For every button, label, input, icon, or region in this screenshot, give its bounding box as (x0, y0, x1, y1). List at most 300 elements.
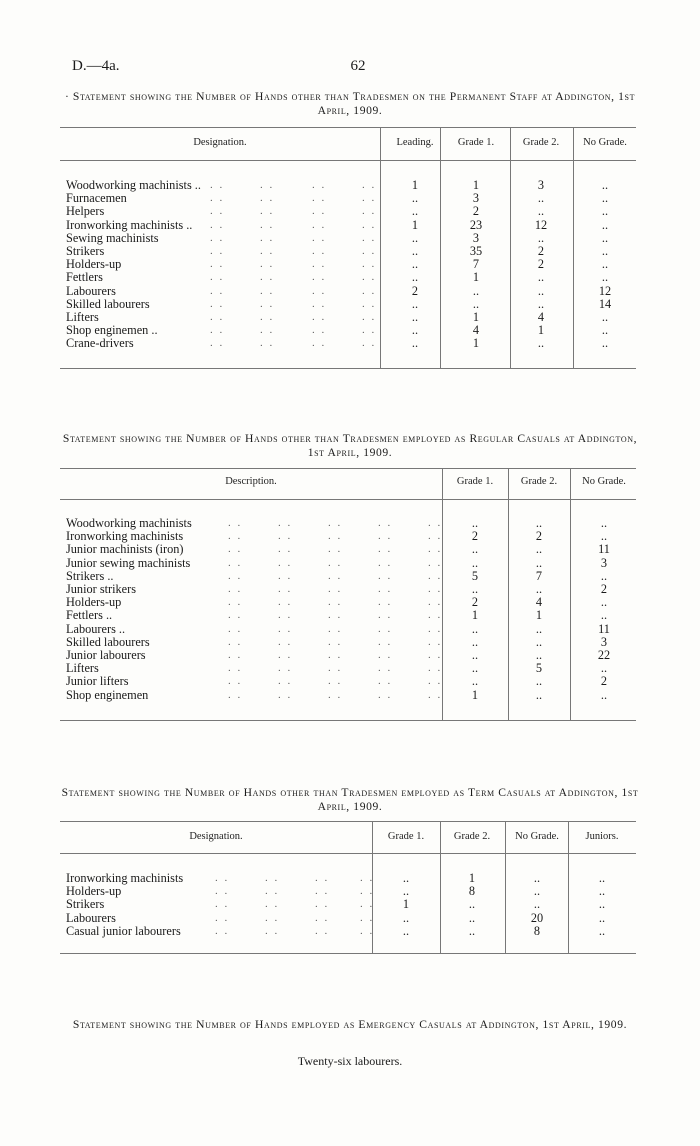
table-cell: 11 (598, 542, 610, 557)
leader-dots: . . (278, 517, 293, 529)
leader-dots: . . (215, 898, 230, 911)
table-top-rule (60, 468, 636, 469)
leader-dots: . . (265, 885, 280, 898)
table-cell: 2 (471, 595, 479, 610)
table-cell: .. (472, 283, 480, 298)
leader-dots: . . (378, 609, 393, 622)
table-cell: .. (471, 634, 479, 649)
table-cell: 1 (537, 323, 545, 338)
table-cell: 8 (468, 884, 476, 899)
table-cell: .. (471, 674, 479, 689)
leader-dots: . . (328, 662, 343, 675)
table-row (0, 337, 700, 350)
table-cell: .. (601, 217, 609, 232)
table-cell: .. (411, 230, 419, 245)
table-row (0, 298, 700, 311)
leader-dots: . . (228, 649, 243, 661)
table-cell: 4 (537, 310, 545, 324)
table-cell: .. (537, 336, 545, 351)
leader-dots: . . (215, 885, 230, 898)
row-label: Skilled labourers (66, 634, 150, 649)
table-cell: .. (472, 296, 480, 311)
leader-dots: . . (378, 530, 393, 543)
table-cell: .. (600, 608, 608, 623)
table-cell: 1 (472, 336, 480, 351)
leader-dots: . . (278, 662, 293, 675)
leader-dots: . . (328, 675, 343, 688)
leader-dots: . . (260, 284, 275, 297)
table-cell: .. (601, 230, 609, 245)
leader-dots: . . (278, 622, 293, 635)
table-cell: 4 (535, 595, 543, 610)
table-row (0, 245, 700, 258)
table-cell: 1 (472, 310, 480, 324)
table-cell: .. (535, 516, 543, 530)
table-cell: .. (411, 257, 419, 272)
table-cell: 1 (411, 178, 419, 192)
table-row (0, 543, 700, 556)
table-cell: .. (537, 230, 545, 245)
table-row (0, 530, 700, 543)
table-cell: .. (411, 336, 419, 351)
table-cell: .. (402, 871, 410, 885)
table-cell: 2 (537, 257, 545, 272)
row-label: Skilled labourers (66, 296, 150, 311)
leader-dots: . . (228, 569, 243, 582)
leader-dots: . . (428, 569, 443, 582)
leader-dots: . . (312, 297, 327, 310)
table-cell: 8 (533, 923, 541, 938)
leader-dots: . . (315, 911, 330, 924)
table-row (0, 205, 700, 218)
leader-dots: . . (278, 530, 293, 543)
table-row (0, 912, 700, 925)
row-label: Lifters (66, 310, 99, 324)
leader-dots: . . (315, 924, 330, 937)
leader-dots: . . (228, 635, 243, 648)
table-cell: 3 (600, 555, 608, 570)
leader-dots: . . (378, 543, 393, 556)
table-cell: .. (601, 270, 609, 285)
table-cell: .. (411, 323, 419, 338)
leader-dots: . . (260, 205, 275, 218)
table-cell: 1 (471, 687, 479, 702)
row-label: Holders-up (66, 595, 122, 610)
table-row (0, 583, 700, 596)
table-cell: 2 (471, 529, 479, 544)
leader-dots: . . (378, 583, 393, 595)
emergency-title: Statement showing the Number of Hands employed as Emergency Casuals at Addington, 1st April, 1909. (72, 1018, 628, 1031)
leader-dots: . . (278, 569, 293, 582)
leader-dots: . . (228, 543, 243, 556)
table-cell: 2 (535, 529, 543, 544)
table-cell: .. (601, 336, 609, 351)
table-cell: 1 (472, 178, 480, 192)
table-cell: .. (600, 516, 608, 530)
leader-dots: . . (362, 258, 377, 271)
leader-dots: . . (210, 258, 225, 271)
leader-dots: . . (278, 649, 293, 661)
leader-dots: . . (328, 530, 343, 543)
leader-dots: . . (260, 311, 275, 323)
leader-dots: . . (228, 662, 243, 675)
row-label: Junior strikers (66, 582, 137, 596)
leader-dots: . . (362, 218, 377, 231)
leader-dots: . . (210, 179, 225, 191)
table-cell: .. (468, 897, 476, 912)
leader-dots: . . (362, 231, 377, 244)
table-row (0, 219, 700, 232)
table-row (0, 636, 700, 649)
table-cell: .. (535, 621, 543, 636)
leader-dots: . . (315, 885, 330, 898)
leader-dots: . . (428, 675, 443, 688)
table-cell: .. (533, 871, 541, 885)
emergency-note: Twenty-six labourers. (297, 1054, 403, 1068)
table-row (0, 258, 700, 271)
table-cell: 1 (472, 270, 480, 285)
leader-dots: . . (360, 885, 375, 898)
table-cell: 3 (600, 634, 608, 649)
leader-dots: . . (312, 337, 327, 350)
row-label: Labourers (66, 910, 116, 925)
table-cell: .. (535, 634, 543, 649)
leader-dots: . . (260, 245, 275, 257)
table-cell: .. (468, 923, 476, 938)
table-cell: 1 (411, 217, 419, 232)
leader-dots: . . (328, 543, 343, 556)
table-cell: .. (535, 648, 543, 662)
table-cell: .. (468, 910, 476, 925)
leader-dots: . . (278, 635, 293, 648)
leader-dots: . . (378, 517, 393, 529)
table-cell: .. (537, 283, 545, 298)
row-label: Casual junior labourers (66, 923, 181, 938)
table-title: · Statement showing the Number of Hands other than Tradesmen on the Permanent Staff at Addington, 1st April, 1909. (64, 90, 636, 117)
leader-dots: . . (315, 898, 330, 911)
table-cell: 2 (472, 204, 480, 219)
table-cell: .. (601, 178, 609, 192)
table-row (0, 557, 700, 570)
table-cell: 3 (472, 230, 480, 245)
leader-dots: . . (265, 924, 280, 937)
column-header: No Grade. (515, 831, 559, 842)
row-label: Junior machinists (iron) (66, 542, 184, 557)
leader-dots: . . (210, 245, 225, 257)
leader-dots: . . (428, 556, 443, 569)
leader-dots: . . (265, 898, 280, 911)
table-row (0, 179, 700, 192)
table-cell: .. (411, 204, 419, 219)
leader-dots: . . (210, 337, 225, 350)
leader-dots: . . (328, 556, 343, 569)
leader-dots: . . (360, 898, 375, 911)
table-cell: .. (601, 244, 609, 258)
table-cell: 12 (534, 217, 548, 232)
leader-dots: . . (260, 324, 275, 337)
leader-dots: . . (278, 596, 293, 609)
table-row (0, 311, 700, 324)
leader-dots: . . (278, 583, 293, 595)
table-cell: 7 (535, 568, 543, 583)
table-cell: 5 (471, 568, 479, 583)
leader-dots: . . (428, 662, 443, 675)
table-row (0, 192, 700, 205)
table-cell: .. (598, 897, 606, 912)
table-cell: .. (600, 595, 608, 610)
leader-dots: . . (362, 205, 377, 218)
table-cell: .. (411, 310, 419, 324)
table-cell: .. (471, 555, 479, 570)
leader-dots: . . (278, 543, 293, 556)
table-cell: 3 (537, 178, 545, 192)
leader-dots: . . (260, 192, 275, 205)
leader-dots: . . (360, 911, 375, 924)
table-cell: .. (601, 323, 609, 338)
table-cell: .. (535, 582, 543, 596)
leader-dots: . . (360, 872, 375, 884)
table-cell: .. (600, 661, 608, 676)
leader-dots: . . (210, 231, 225, 244)
leader-dots: . . (362, 192, 377, 205)
table-cell: .. (471, 582, 479, 596)
leader-dots: . . (312, 284, 327, 297)
leader-dots: . . (228, 688, 243, 701)
leader-dots: . . (362, 245, 377, 257)
leader-dots: . . (278, 688, 293, 701)
leader-dots: . . (278, 609, 293, 622)
table-cell: .. (411, 270, 419, 285)
row-label: Woodworking machinists .. (66, 178, 201, 192)
leader-dots: . . (260, 258, 275, 271)
row-label: Junior lifters (66, 674, 129, 689)
row-label: Fettlers .. (66, 608, 113, 623)
table-cell: .. (537, 191, 545, 206)
leader-dots: . . (228, 530, 243, 543)
column-header: Grade 1. (457, 137, 495, 148)
table-cell: .. (598, 923, 606, 938)
table-cell: 5 (535, 661, 543, 676)
table-row (0, 675, 700, 688)
table-cell: .. (598, 884, 606, 899)
leader-dots: . . (378, 662, 393, 675)
leader-dots: . . (260, 337, 275, 350)
row-label: Labourers (66, 283, 116, 298)
table-cell: .. (533, 884, 541, 899)
leader-dots: . . (210, 324, 225, 337)
leader-dots: . . (260, 218, 275, 231)
column-header: Grade 1. (387, 831, 425, 842)
leader-dots: . . (428, 622, 443, 635)
table-cell: 22 (597, 648, 611, 662)
leader-dots: . . (312, 231, 327, 244)
leader-dots: . . (328, 688, 343, 701)
table-row (0, 609, 700, 622)
table-cell: .. (535, 555, 543, 570)
table-cell: .. (537, 296, 545, 311)
leader-dots: . . (378, 622, 393, 635)
leader-dots: . . (378, 596, 393, 609)
table-cell: .. (537, 270, 545, 285)
column-header: No Grade. (583, 137, 627, 148)
table-cell: .. (402, 910, 410, 925)
leader-dots: . . (312, 271, 327, 284)
row-label: Ironworking machinists .. (66, 217, 193, 232)
table-cell: 7 (472, 257, 480, 272)
row-label: Sewing machinists (66, 230, 159, 245)
row-label: Strikers (66, 244, 105, 258)
table-bottom-rule (60, 368, 636, 369)
column-header: Description. (225, 476, 277, 487)
column-header: Grade 2. (520, 476, 558, 487)
table-cell: .. (600, 568, 608, 583)
leader-dots: . . (210, 284, 225, 297)
table-cell: 1 (535, 608, 543, 623)
table-row (0, 285, 700, 298)
table-cell: .. (600, 687, 608, 702)
leader-dots: . . (210, 311, 225, 323)
table-cell: .. (535, 674, 543, 689)
table-cell: 4 (472, 323, 480, 338)
row-label: Helpers (66, 204, 105, 219)
row-label: Woodworking machinists (66, 516, 192, 530)
column-header: Grade 1. (456, 476, 494, 487)
page-number: 62 (350, 58, 366, 74)
leader-dots: . . (312, 192, 327, 205)
table-cell: .. (601, 191, 609, 206)
table-row (0, 517, 700, 530)
leader-dots: . . (228, 517, 243, 529)
leader-dots: . . (362, 297, 377, 310)
leader-dots: . . (228, 609, 243, 622)
header-ref: D.—4a. (72, 58, 120, 74)
table-title: Statement showing the Number of Hands other than Tradesmen employed as Regular Casuals at Addington, 1st April, 1909. (62, 432, 638, 459)
table-row (0, 271, 700, 284)
row-label: Furnacemen (66, 191, 127, 206)
table-cell: .. (471, 621, 479, 636)
row-label: Shop enginemen (66, 687, 149, 702)
leader-dots: . . (328, 583, 343, 595)
leader-dots: . . (428, 609, 443, 622)
leader-dots: . . (428, 583, 443, 595)
row-label: Ironworking machinists (66, 871, 184, 885)
table-cell: 2 (600, 674, 608, 689)
table-row (0, 885, 700, 898)
table-cell: 35 (469, 244, 483, 258)
leader-dots: . . (378, 635, 393, 648)
table-title: Statement showing the Number of Hands other than Tradesmen employed as Term Casuals at Addington, 1st April, 1909. (61, 786, 639, 813)
leader-dots: . . (378, 556, 393, 569)
column-header: Grade 2. (453, 831, 491, 842)
leader-dots: . . (328, 569, 343, 582)
row-label: Holders-up (66, 257, 122, 272)
table-cell: 23 (469, 217, 483, 232)
table-bottom-rule (60, 720, 636, 721)
leader-dots: . . (360, 924, 375, 937)
table-row (0, 623, 700, 636)
table-bottom-rule (60, 953, 636, 954)
table-cell: .. (601, 257, 609, 272)
leader-dots: . . (260, 271, 275, 284)
leader-dots: . . (312, 205, 327, 218)
leader-dots: . . (215, 924, 230, 937)
leader-dots: . . (328, 609, 343, 622)
table-cell: .. (600, 529, 608, 544)
row-label: Junior sewing machinists (66, 555, 191, 570)
table-row (0, 898, 700, 911)
leader-dots: . . (215, 911, 230, 924)
row-label: Strikers .. (66, 568, 114, 583)
table-cell: .. (598, 910, 606, 925)
table-cell: 1 (402, 897, 410, 912)
table-cell: .. (402, 923, 410, 938)
table-row (0, 872, 700, 885)
leader-dots: . . (362, 337, 377, 350)
table-cell: .. (471, 542, 479, 557)
leader-dots: . . (362, 284, 377, 297)
table-row (0, 324, 700, 337)
leader-dots: . . (312, 218, 327, 231)
row-label: Strikers (66, 897, 105, 912)
leader-dots: . . (265, 911, 280, 924)
table-cell: 2 (537, 244, 545, 258)
leader-dots: . . (312, 258, 327, 271)
leader-dots: . . (215, 872, 230, 884)
leader-dots: . . (210, 271, 225, 284)
table-cell: 20 (530, 910, 544, 925)
leader-dots: . . (428, 596, 443, 609)
row-label: Ironworking machinists (66, 529, 184, 544)
table-cell: .. (411, 244, 419, 258)
table-cell: .. (411, 191, 419, 206)
table-row (0, 689, 700, 702)
row-label: Crane-drivers (66, 336, 134, 351)
column-header: No Grade. (582, 476, 626, 487)
row-label: Labourers .. (66, 621, 126, 636)
table-cell: 2 (600, 582, 608, 596)
leader-dots: . . (228, 675, 243, 688)
table-cell: .. (535, 542, 543, 557)
leader-dots: . . (378, 569, 393, 582)
column-header: Leading. (396, 137, 434, 148)
leader-dots: . . (228, 583, 243, 595)
leader-dots: . . (312, 179, 327, 191)
table-row (0, 232, 700, 245)
table-top-rule (60, 821, 636, 822)
table-cell: 3 (472, 191, 480, 206)
leader-dots: . . (312, 311, 327, 323)
leader-dots: . . (428, 635, 443, 648)
leader-dots: . . (328, 517, 343, 529)
row-label: Holders-up (66, 884, 122, 899)
table-cell: 2 (411, 283, 419, 298)
table-cell: 14 (598, 296, 612, 311)
leader-dots: . . (228, 596, 243, 609)
leader-dots: . . (312, 324, 327, 337)
leader-dots: . . (428, 649, 443, 661)
table-head-rule (60, 499, 636, 500)
table-cell: .. (411, 296, 419, 311)
table-row (0, 662, 700, 675)
leader-dots: . . (378, 649, 393, 661)
table-cell: 1 (468, 871, 476, 885)
leader-dots: . . (428, 543, 443, 556)
table-cell: .. (471, 661, 479, 676)
leader-dots: . . (428, 530, 443, 543)
table-row (0, 649, 700, 662)
leader-dots: . . (362, 271, 377, 284)
table-cell: 11 (598, 621, 610, 636)
